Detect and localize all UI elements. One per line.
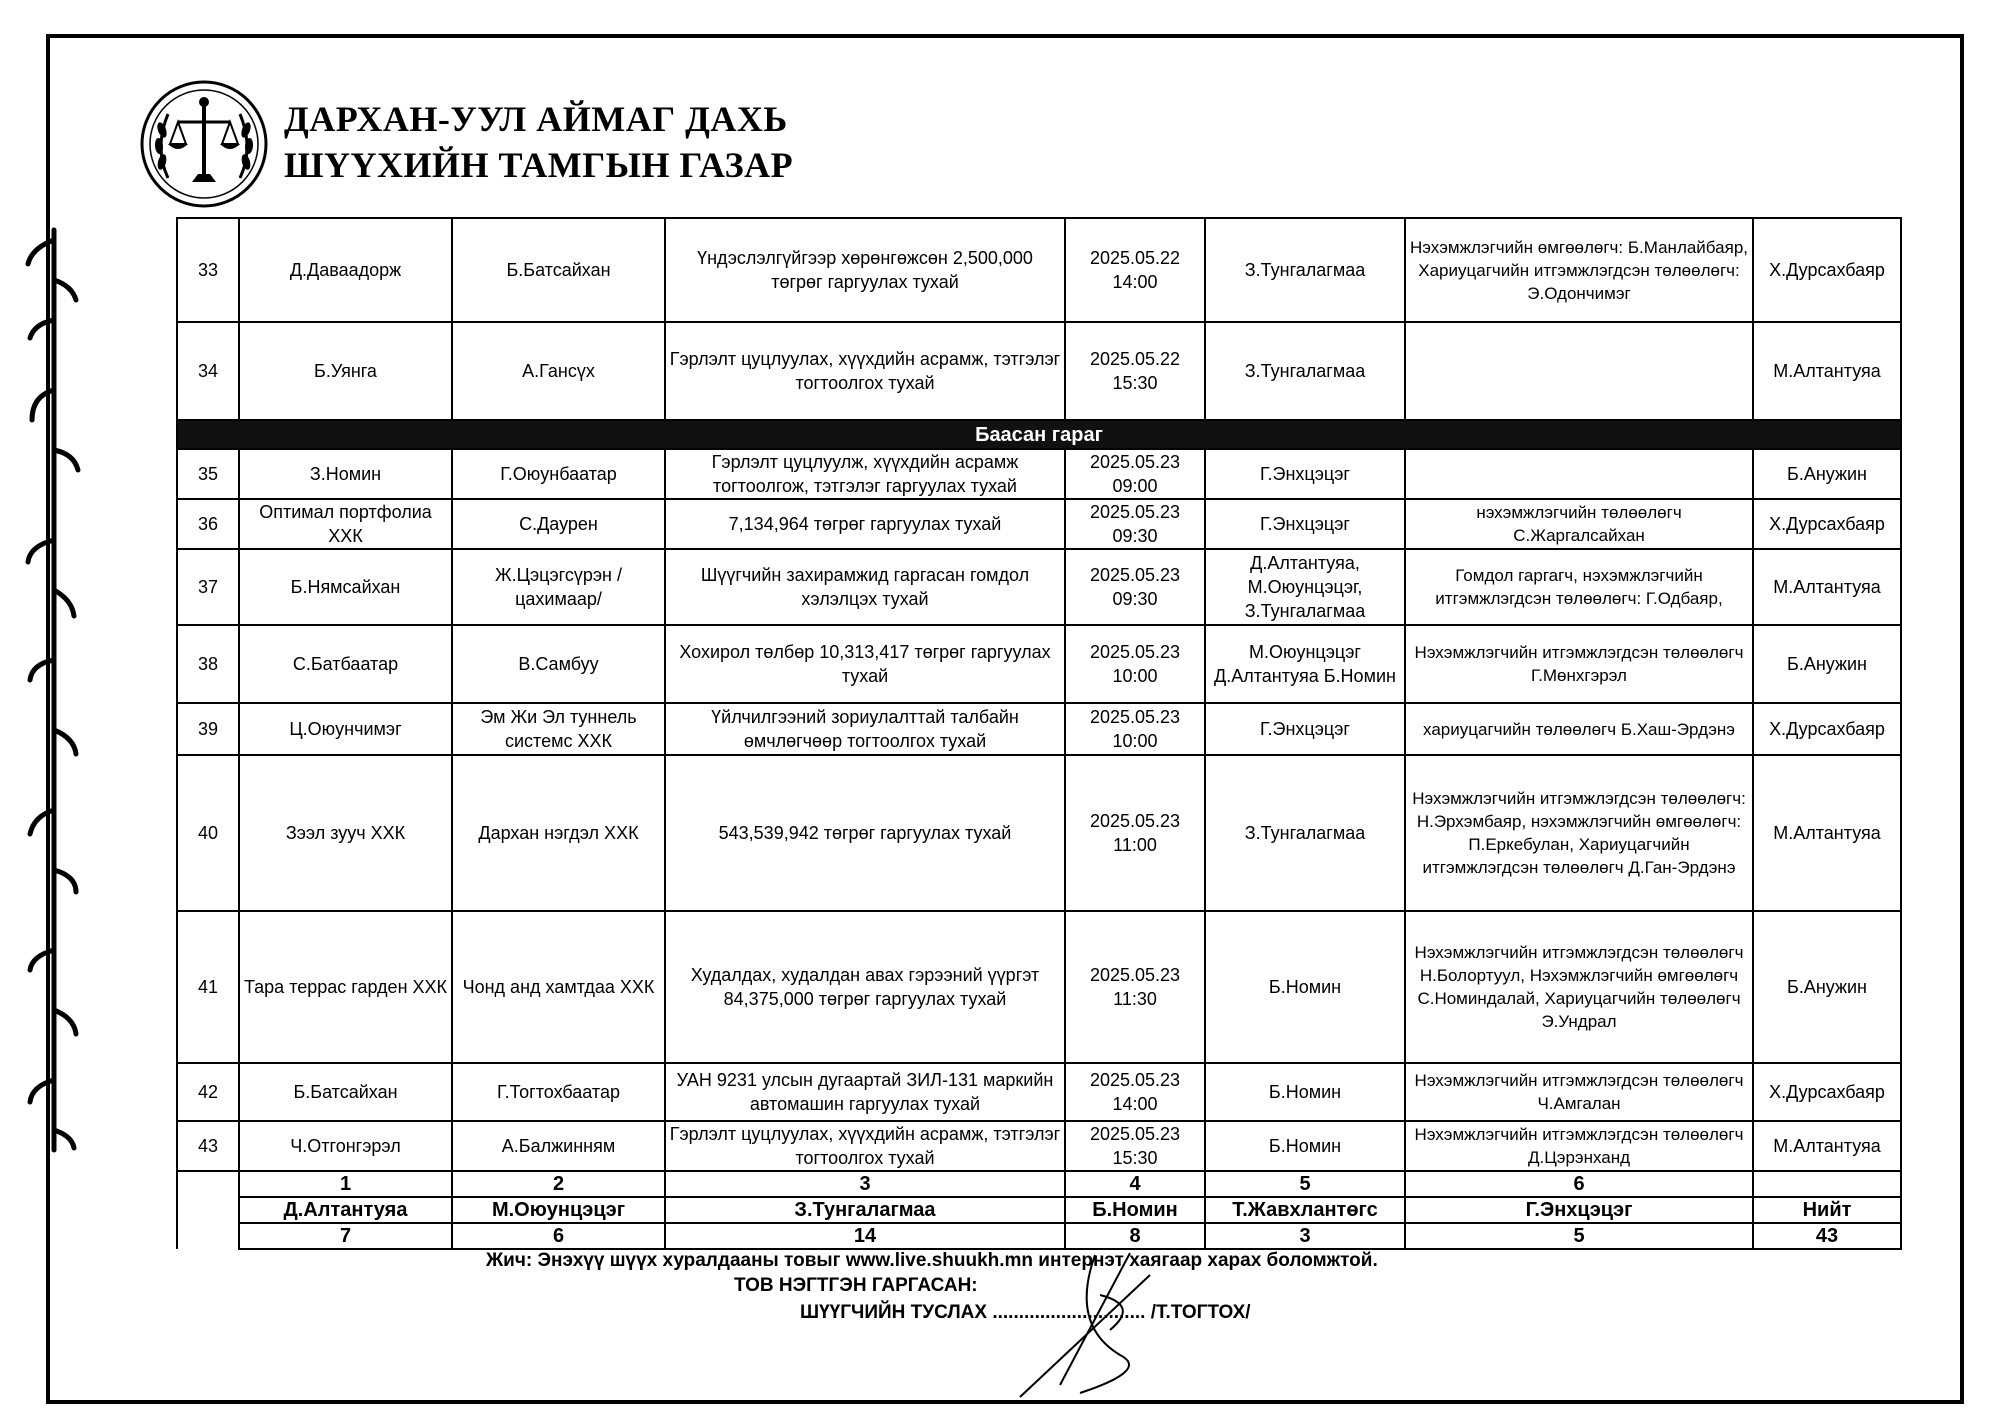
summary-index: 3 bbox=[665, 1171, 1065, 1197]
schedule-rows-top bbox=[177, 218, 1901, 420]
clerk-cell: М.Алтантуяа bbox=[1753, 549, 1901, 625]
day-separator-row bbox=[177, 420, 1901, 449]
summary-count: 7 bbox=[239, 1223, 452, 1249]
header-title-line1: ДАРХАН-УУЛ АЙМАГ ДАХЬ bbox=[284, 99, 788, 139]
case-row bbox=[177, 1063, 1901, 1121]
footer-signature-line: ШҮҮГЧИЙН ТУСЛАХ ............................. /Т.ТОГТОХ/ bbox=[800, 1302, 1251, 1323]
clerk-cell: Б.Анужин bbox=[1753, 449, 1901, 499]
summary-index: 5 bbox=[1205, 1171, 1405, 1197]
datetime-cell: 2025.05.23 15:30 bbox=[1065, 1121, 1205, 1171]
clerk-cell: Б.Анужин bbox=[1753, 911, 1901, 1063]
subject-cell: Үйлчилгээний зориулалттай талбайн өмчлөгчөөр тогтоолгох тухай bbox=[665, 703, 1065, 755]
summary-count: 5 bbox=[1405, 1223, 1753, 1249]
case-row bbox=[177, 911, 1901, 1063]
summary-judge-name: Г.Энхцэцэг bbox=[1405, 1197, 1753, 1223]
summary-index bbox=[1753, 1171, 1901, 1197]
judge-cell: Г.Энхцэцэг bbox=[1205, 703, 1405, 755]
row-number: 37 bbox=[177, 549, 239, 625]
plaintiff-cell: З.Номин bbox=[239, 449, 452, 499]
row-number: 43 bbox=[177, 1121, 239, 1171]
plaintiff-cell: Ц.Оюунчимэг bbox=[239, 703, 452, 755]
plaintiff-cell: Ч.Отгонгэрэл bbox=[239, 1121, 452, 1171]
row-number: 35 bbox=[177, 449, 239, 499]
summary-total-count: 43 bbox=[1753, 1223, 1901, 1249]
row-number: 36 bbox=[177, 499, 239, 549]
footer-prepared: ТОВ НЭГТГЭН ГАРГАСАН: bbox=[734, 1275, 978, 1296]
participants-note-cell: Нэхэмжлэгчийн итгэмжлэгдсэн төлөөлөгч Ч.Амгалан bbox=[1405, 1063, 1753, 1121]
header-title bbox=[284, 96, 793, 188]
judge-cell: З.Тунгалагмаа bbox=[1205, 322, 1405, 420]
participants-note-cell: Нэхэмжлэгчийн итгэмжлэгдсэн төлөөлөгч Д.Цэрэнханд bbox=[1405, 1121, 1753, 1171]
defendant-cell: Ж.Цэцэгсүрэн /цахимаар/ bbox=[452, 549, 665, 625]
datetime-cell: 2025.05.23 10:00 bbox=[1065, 703, 1205, 755]
judge-cell: М.Оюунцэцэг Д.Алтантуяа Б.Номин bbox=[1205, 625, 1405, 703]
defendant-cell: С.Даурен bbox=[452, 499, 665, 549]
defendant-cell: Чонд анд хамтдаа ХХК bbox=[452, 911, 665, 1063]
participants-note-cell: Нэхэмжлэгчийн итгэмжлэгдсэн төлөөлөгч Г.Мөнхгэрэл bbox=[1405, 625, 1753, 703]
row-number: 38 bbox=[177, 625, 239, 703]
summary-count: 8 bbox=[1065, 1223, 1205, 1249]
summary-count: 6 bbox=[452, 1223, 665, 1249]
row-number: 34 bbox=[177, 322, 239, 420]
judge-cell: З.Тунгалагмаа bbox=[1205, 755, 1405, 911]
row-number: 42 bbox=[177, 1063, 239, 1121]
summary-judge-name: М.Оюунцэцэг bbox=[452, 1197, 665, 1223]
clerk-cell: Х.Дурсахбаяр bbox=[1753, 703, 1901, 755]
summary-index: 1 bbox=[239, 1171, 452, 1197]
summary-index: 2 bbox=[452, 1171, 665, 1197]
defendant-cell: Г.Оюунбаатар bbox=[452, 449, 665, 499]
footer-note: Жич: Энэхүү шүүх хуралдааны товыг www.live.shuukh.mn интернэт хаягаар харах боломжтой. bbox=[486, 1250, 1378, 1271]
subject-cell: Үндэслэлгүйгээр хөрөнгөжсөн 2,500,000 төгрөг гаргуулах тухай bbox=[665, 218, 1065, 322]
plaintiff-cell: Зээл зууч ХХК bbox=[239, 755, 452, 911]
summary-judge-name: Т.Жавхлантөгс bbox=[1205, 1197, 1405, 1223]
subject-cell: Хохирол төлбөр 10,313,417 төгрөг гаргуулах тухай bbox=[665, 625, 1065, 703]
datetime-cell: 2025.05.22 14:00 bbox=[1065, 218, 1205, 322]
subject-cell: 543,539,942 төгрөг гаргуулах тухай bbox=[665, 755, 1065, 911]
case-row bbox=[177, 499, 1901, 549]
plaintiff-cell: Б.Уянга bbox=[239, 322, 452, 420]
datetime-cell: 2025.05.22 15:30 bbox=[1065, 322, 1205, 420]
clerk-cell: М.Алтантуяа bbox=[1753, 1121, 1901, 1171]
handwritten-signature bbox=[1000, 1235, 1200, 1405]
subject-cell: 7,134,964 төгрөг гаргуулах тухай bbox=[665, 499, 1065, 549]
plaintiff-cell: С.Батбаатар bbox=[239, 625, 452, 703]
case-row bbox=[177, 449, 1901, 499]
clerk-cell: М.Алтантуяа bbox=[1753, 755, 1901, 911]
clerk-cell: М.Алтантуяа bbox=[1753, 322, 1901, 420]
plaintiff-cell: Д.Даваадорж bbox=[239, 218, 452, 322]
datetime-cell: 2025.05.23 11:30 bbox=[1065, 911, 1205, 1063]
plaintiff-cell: Б.Нямсайхан bbox=[239, 549, 452, 625]
hearing-schedule-table bbox=[176, 217, 1902, 1250]
case-row bbox=[177, 549, 1901, 625]
summary-index: 6 bbox=[1405, 1171, 1753, 1197]
judge-cell: Б.Номин bbox=[1205, 1063, 1405, 1121]
defendant-cell: Б.Батсайхан bbox=[452, 218, 665, 322]
subject-cell: Гэрлэлт цуцлуулж, хүүхдийн асрамж тогтоолгож, тэтгэлэг гаргуулах тухай bbox=[665, 449, 1065, 499]
subject-cell: УАН 9231 улсын дугаартай ЗИЛ-131 маркийн автомашин гаргуулах тухай bbox=[665, 1063, 1065, 1121]
participants-note-cell: нэхэмжлэгчийн төлөөлөгч С.Жаргалсайхан bbox=[1405, 499, 1753, 549]
judge-cell: Д.Алтантуяа, М.Оюунцэцэг, З.Тунгалагмаа bbox=[1205, 549, 1405, 625]
participants-note-cell: Нэхэмжлэгчийн өмгөөлөгч: Б.Манлайбаяр, Хариуцагчийн итгэмжлэгдсэн төлөөлөгч: Э.Одончимэг bbox=[1405, 218, 1753, 322]
datetime-cell: 2025.05.23 10:00 bbox=[1065, 625, 1205, 703]
summary-index: 4 bbox=[1065, 1171, 1205, 1197]
datetime-cell: 2025.05.23 09:30 bbox=[1065, 499, 1205, 549]
summary-judge-name: Д.Алтантуяа bbox=[239, 1197, 452, 1223]
plaintiff-cell: Б.Батсайхан bbox=[239, 1063, 452, 1121]
judge-cell: Г.Энхцэцэг bbox=[1205, 449, 1405, 499]
participants-note-cell bbox=[1405, 322, 1753, 420]
case-row bbox=[177, 322, 1901, 420]
row-number: 33 bbox=[177, 218, 239, 322]
defendant-cell: Дархан нэгдэл ХХК bbox=[452, 755, 665, 911]
participants-note-cell: хариуцагчийн төлөөлөгч Б.Хаш-Эрдэнэ bbox=[1405, 703, 1753, 755]
case-row bbox=[177, 755, 1901, 911]
subject-cell: Гэрлэлт цуцлуулах, хүүхдийн асрамж, тэтгэлэг тогтоолгох тухай bbox=[665, 1121, 1065, 1171]
clerk-cell: Б.Анужин bbox=[1753, 625, 1901, 703]
datetime-cell: 2025.05.23 14:00 bbox=[1065, 1063, 1205, 1121]
judge-cell: Б.Номин bbox=[1205, 1121, 1405, 1171]
participants-note-cell: Гомдол гаргагч, нэхэмжлэгчийн итгэмжлэгдсэн төлөөлөгч: Г.Одбаяр, bbox=[1405, 549, 1753, 625]
defendant-cell: А.Балжинням bbox=[452, 1121, 665, 1171]
case-row bbox=[177, 703, 1901, 755]
plaintiff-cell: Тара террас гарден ХХК bbox=[239, 911, 452, 1063]
clerk-cell: Х.Дурсахбаяр bbox=[1753, 1063, 1901, 1121]
row-number: 41 bbox=[177, 911, 239, 1063]
judge-cell: Б.Номин bbox=[1205, 911, 1405, 1063]
subject-cell: Шүүгчийн захирамжид гаргасан гомдол хэлэлцэх тухай bbox=[665, 549, 1065, 625]
judge-cell: Г.Энхцэцэг bbox=[1205, 499, 1405, 549]
defendant-cell: Г.Тогтохбаатар bbox=[452, 1063, 665, 1121]
clerk-cell: Х.Дурсахбаяр bbox=[1753, 499, 1901, 549]
summary-names-row bbox=[177, 1197, 1901, 1223]
subject-cell: Гэрлэлт цуцлуулах, хүүхдийн асрамж, тэтгэлэг тогтоолгох тухай bbox=[665, 322, 1065, 420]
datetime-cell: 2025.05.23 09:00 bbox=[1065, 449, 1205, 499]
datetime-cell: 2025.05.23 09:30 bbox=[1065, 549, 1205, 625]
datetime-cell: 2025.05.23 11:00 bbox=[1065, 755, 1205, 911]
participants-note-cell: Нэхэмжлэгчийн итгэмжлэгдсэн төлөөлөгч Н.Болортуул, Нэхэмжлэгчийн өмгөөлөгч С.Номиндалай, Хариуцагчийн төлөөлөгч Э.Ундрал bbox=[1405, 911, 1753, 1063]
day-label: Баасан гараг bbox=[177, 420, 1901, 449]
case-row bbox=[177, 1121, 1901, 1171]
summary-index-row bbox=[177, 1171, 1901, 1197]
plaintiff-cell: Оптимал портфолиа ХХК bbox=[239, 499, 452, 549]
summary-judge-name: З.Тунгалагмаа bbox=[665, 1197, 1065, 1223]
defendant-cell: А.Гансүх bbox=[452, 322, 665, 420]
summary-count: 14 bbox=[665, 1223, 1065, 1249]
clerk-cell: Х.Дурсахбаяр bbox=[1753, 218, 1901, 322]
participants-note-cell: Нэхэмжлэгчийн итгэмжлэгдсэн төлөөлөгч: Н.Эрхэмбаяр, нэхэмжлэгчийн өмгөөлөгч: П.Еркебулан, Хариуцагчийн итгэмжлэгдсэн төлөөлөгч Д.Ган-Эрдэнэ bbox=[1405, 755, 1753, 911]
subject-cell: Худалдах, худалдан авах гэрээний үүргэт 84,375,000 төгрөг гаргуулах тухай bbox=[665, 911, 1065, 1063]
participants-note-cell bbox=[1405, 449, 1753, 499]
case-row bbox=[177, 625, 1901, 703]
case-row bbox=[177, 218, 1901, 322]
schedule-rows-bottom bbox=[177, 449, 1901, 1171]
court-emblem-icon bbox=[138, 78, 270, 210]
summary-judge-name: Б.Номин bbox=[1065, 1197, 1205, 1223]
header-title-line2: ШҮҮХИЙН ТАМГЫН ГАЗАР bbox=[284, 145, 794, 185]
row-number: 39 bbox=[177, 703, 239, 755]
defendant-cell: В.Самбуу bbox=[452, 625, 665, 703]
vertical-script-calligraphy bbox=[14, 210, 94, 1170]
summary-count: 3 bbox=[1205, 1223, 1405, 1249]
row-number: 40 bbox=[177, 755, 239, 911]
defendant-cell: Эм Жи Эл туннель системс ХХК bbox=[452, 703, 665, 755]
summary-total-label: Нийт bbox=[1753, 1197, 1901, 1223]
judge-cell: З.Тунгалагмаа bbox=[1205, 218, 1405, 322]
